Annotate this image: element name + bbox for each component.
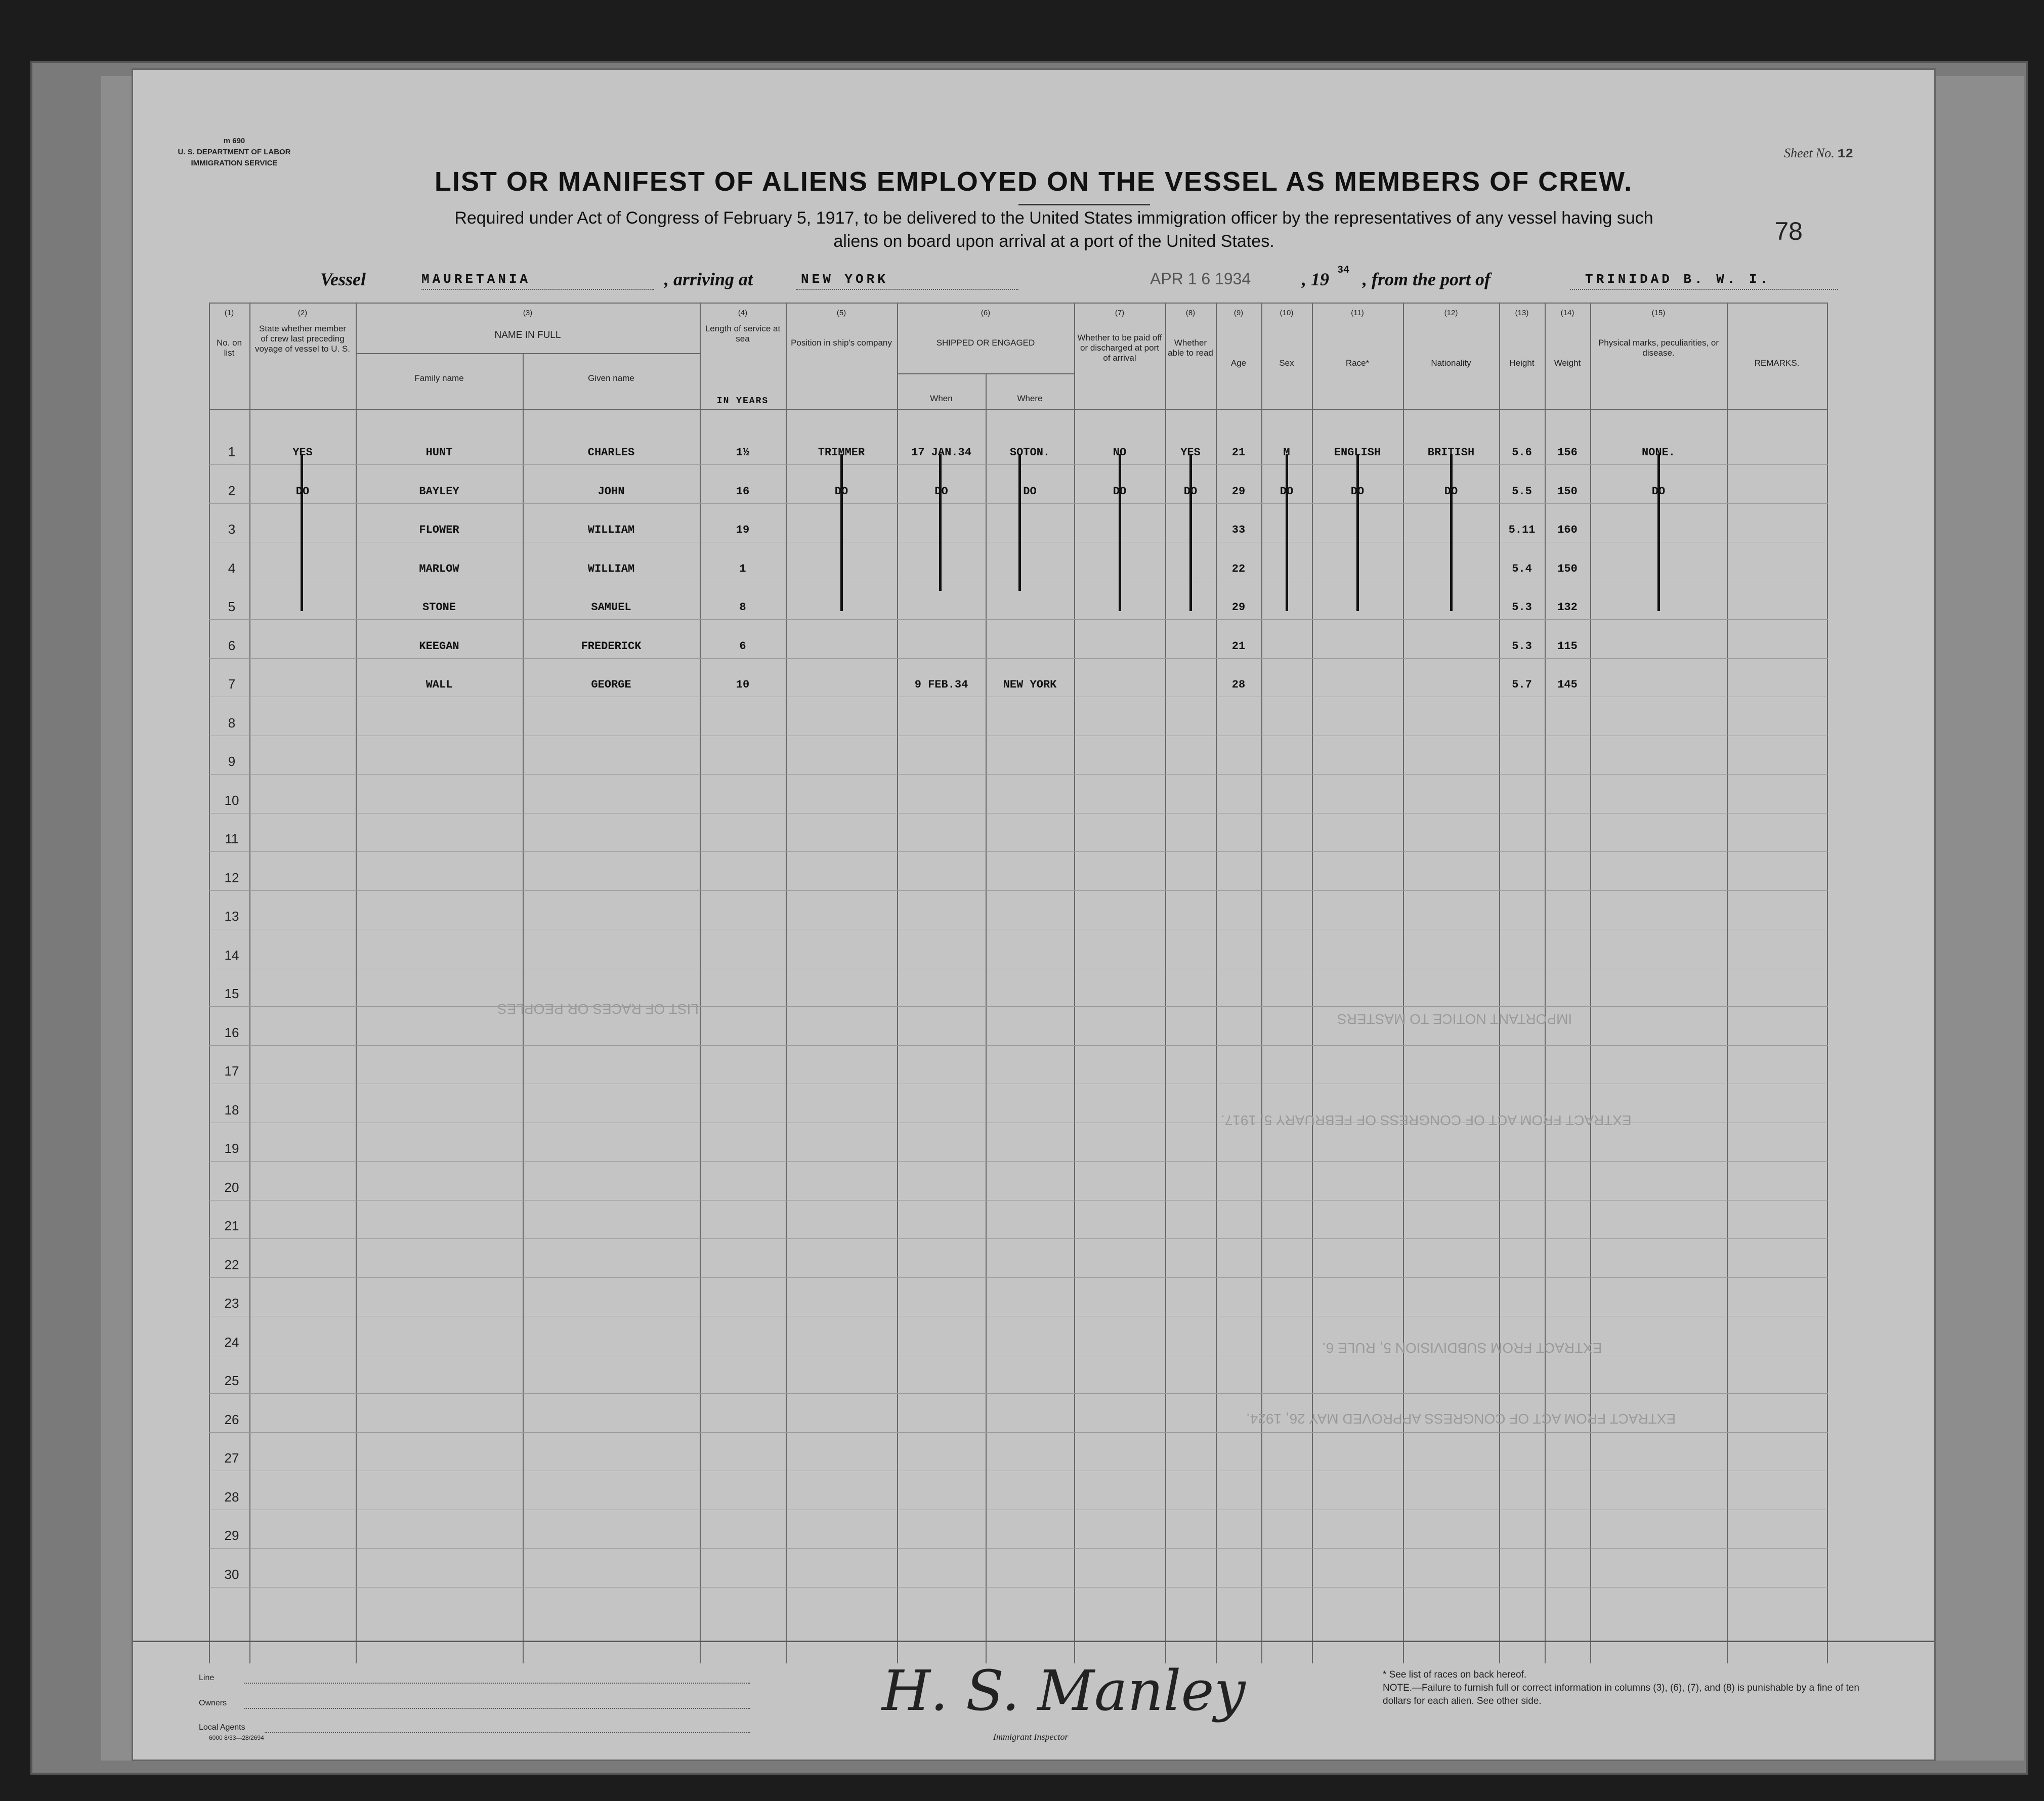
cell-service: 6	[739, 639, 746, 653]
service-name: IMMIGRATION SERVICE	[191, 159, 278, 167]
reference-number: 78	[1774, 217, 1803, 245]
header-weight: Weight	[1554, 358, 1581, 368]
cell-age: 21	[1231, 639, 1246, 653]
row-rule	[209, 1045, 1828, 1046]
row-number: 9	[228, 754, 236, 769]
cell-height: 5.11	[1508, 524, 1536, 536]
ditto-line	[301, 454, 303, 611]
col-rule	[1545, 303, 1546, 1663]
cell-height: 5.3	[1512, 601, 1532, 614]
in-years-label: IN YEARS	[716, 396, 769, 406]
cell-paid-off: NO	[1113, 446, 1127, 459]
header-state-whether: State whether member of crew last preceding voyage of vessel to U. S.	[254, 324, 351, 354]
col-rule	[1727, 303, 1728, 1663]
col-rule	[1165, 303, 1166, 1663]
row-number: 29	[224, 1528, 239, 1543]
cell-given: WILLIAM	[587, 562, 635, 575]
cell-when: 17 JAN.34	[911, 446, 971, 459]
form-number: m 690	[223, 137, 245, 145]
cell-race: ENGLISH	[1334, 446, 1381, 459]
header-age: Age	[1230, 358, 1247, 368]
name-subheader-rule	[356, 353, 700, 354]
header-whether-paid-off: Whether to be paid off or discharged at port of arrival	[1077, 333, 1162, 363]
vessel-name: MAURETANIA	[421, 272, 531, 287]
header-where: Where	[1017, 394, 1043, 403]
row-number: 7	[228, 676, 236, 692]
crew-table	[133, 303, 1934, 1709]
row-rule	[209, 1432, 1828, 1433]
subtitle-line-1: Required under Act of Congress of February 5, 1917, to be delivered to the United States immigration officer by the representatives of any vessel having such	[454, 208, 1653, 228]
col-num-6: (6)	[981, 309, 991, 317]
faded-extract-1917: EXTRACT FROM ACT OF CONGRESS OF FEBRUARY 5, 1917.	[1221, 1112, 1632, 1128]
cell-sex: M	[1283, 446, 1290, 459]
cell-where: NEW YORK	[1003, 678, 1057, 691]
row-number: 8	[228, 715, 236, 731]
row-rule	[209, 1277, 1828, 1278]
header-no-on-list: No. on list	[216, 338, 242, 358]
arriving-label: , arriving at	[664, 269, 753, 289]
col-num-9: (9)	[1233, 309, 1244, 317]
ditto-line	[1018, 454, 1021, 591]
col-num-1: (1)	[224, 309, 234, 317]
col-rule	[1403, 303, 1404, 1663]
col-rule	[1216, 303, 1217, 1663]
row-number: 21	[224, 1218, 239, 1233]
signature-caption: Immigrant Inspector	[993, 1732, 1069, 1742]
row-rule	[209, 1161, 1828, 1162]
races-note: * See list of races on back hereof.	[1383, 1669, 1527, 1680]
row-number: 5	[228, 599, 236, 614]
col-num-4: (4)	[738, 309, 748, 317]
cell-given: JOHN	[598, 485, 625, 498]
agents-dotted-rule	[265, 1732, 750, 1733]
manifest-sheet	[132, 68, 1936, 1761]
local-agents-label: Local Agents	[199, 1723, 245, 1732]
cell-family: FLOWER	[419, 524, 459, 536]
row-number: 27	[224, 1450, 239, 1466]
col-num-7: (7)	[1115, 309, 1125, 317]
row-rule	[209, 890, 1828, 891]
cell-height: 5.5	[1512, 485, 1532, 498]
row-number: 18	[224, 1102, 239, 1118]
col-num-12: (12)	[1444, 309, 1458, 317]
cell-given: SAMUEL	[591, 601, 631, 614]
header-physical-marks: Physical marks, peculiarities, or disease.	[1598, 338, 1719, 358]
cell-sex: DO	[1280, 485, 1294, 498]
sheet-label: Sheet No.	[1784, 146, 1835, 160]
subtitle-line-2: aliens on board upon arrival at a port of the United States.	[833, 232, 1274, 251]
col-rule	[1312, 303, 1313, 1663]
ditto-line	[1189, 454, 1192, 611]
col-num-10: (10)	[1280, 309, 1294, 317]
cell-given: GEORGE	[591, 678, 631, 691]
cell-age: 21	[1231, 446, 1246, 459]
col-num-15: (15)	[1651, 309, 1666, 317]
row-number: 14	[224, 947, 239, 963]
cell-when: 9 FEB.34	[914, 678, 968, 691]
vessel-line	[320, 265, 1838, 299]
cell-height: 5.4	[1512, 562, 1532, 575]
cell-service: 1	[739, 562, 746, 575]
header-family-name: Family name	[414, 373, 464, 383]
cell-height: 5.6	[1512, 446, 1532, 459]
table-top-rule	[209, 303, 1828, 304]
row-rule	[209, 1587, 1828, 1588]
title-rule	[1018, 204, 1150, 205]
header-bottom-rule	[209, 409, 1828, 410]
header-race: Race*	[1345, 358, 1370, 368]
col-num-2: (2)	[297, 309, 308, 317]
cell-when: DO	[934, 485, 948, 498]
row-number: 2	[228, 483, 236, 498]
cell-race: DO	[1350, 485, 1365, 498]
cell-prev-voyage: DO	[295, 485, 310, 498]
col-num-11: (11)	[1351, 309, 1364, 317]
footer-rule	[133, 1641, 1934, 1642]
cell-weight: 132	[1557, 601, 1578, 614]
print-code: 6000 8/33—28/2694	[209, 1734, 264, 1741]
line-label: Line	[199, 1674, 215, 1682]
col-rule	[1074, 303, 1075, 1663]
sheet-number	[1784, 146, 1853, 161]
row-number: 3	[228, 522, 236, 537]
from-port-label: , from the port of	[1362, 269, 1491, 289]
header-position: Position in ship's company	[791, 338, 892, 348]
header-name-in-full: NAME IN FULL	[494, 330, 561, 340]
ditto-line	[1119, 454, 1121, 611]
vessel-dotted-rule	[421, 289, 654, 290]
row-number: 19	[224, 1141, 239, 1156]
sheet-value: 12	[1837, 146, 1853, 161]
cell-family: KEEGAN	[419, 639, 459, 653]
footer-note	[1383, 1668, 1863, 1708]
shipped-subheader-rule	[897, 373, 1074, 374]
department-name: U. S. DEPARTMENT OF LABOR	[178, 148, 291, 156]
cell-weight: 160	[1557, 524, 1578, 536]
col-rule	[356, 303, 357, 1663]
cell-position: DO	[834, 485, 848, 498]
header-length-of-service: Length of service at sea	[705, 324, 781, 344]
from-port: TRINIDAD B. W. I.	[1585, 272, 1771, 287]
faded-important-notice: IMPORTANT NOTICE TO MASTERS	[1337, 1011, 1572, 1027]
row-number: 30	[224, 1566, 239, 1582]
cell-weight: 150	[1557, 562, 1578, 575]
cell-weight: 150	[1557, 485, 1578, 498]
cell-height: 5.7	[1512, 678, 1532, 691]
row-number: 23	[224, 1296, 239, 1311]
cell-weight: 156	[1557, 446, 1578, 459]
row-rule	[209, 851, 1828, 852]
col-rule	[986, 373, 987, 1663]
arriving-dotted-rule	[796, 289, 1018, 290]
port-dotted-rule	[1570, 289, 1838, 290]
row-number: 6	[228, 637, 236, 653]
col-num-13: (13)	[1515, 309, 1529, 317]
row-number: 26	[224, 1411, 239, 1427]
cell-height: 5.3	[1512, 639, 1532, 653]
cell-position: TRIMMER	[818, 446, 865, 459]
col-rule	[897, 303, 898, 1663]
ditto-line	[939, 454, 942, 591]
row-number: 17	[224, 1063, 239, 1079]
cell-weight: 115	[1557, 639, 1578, 653]
faded-extract-rule: EXTRACT FROM SUBDIVISION 5, RULE 6.	[1322, 1340, 1602, 1356]
year-suffix: 34	[1337, 265, 1350, 276]
col-rule	[209, 303, 210, 1663]
cell-nationality: DO	[1444, 485, 1458, 498]
cell-service: 16	[736, 485, 750, 498]
cell-given: WILLIAM	[587, 524, 635, 536]
row-rule	[209, 1548, 1828, 1549]
cell-given: CHARLES	[587, 446, 635, 459]
row-number: 25	[224, 1373, 239, 1388]
cell-where: SOTON.	[1009, 446, 1050, 459]
inspector-signature: H. S. Manley	[882, 1658, 1246, 1723]
row-number: 10	[224, 792, 239, 808]
col-num-14: (14)	[1560, 309, 1574, 317]
cell-marks: NONE.	[1641, 446, 1675, 459]
row-number: 20	[224, 1179, 239, 1195]
cell-family: HUNT	[425, 446, 453, 459]
row-number: 16	[224, 1024, 239, 1040]
header-shipped-or-engaged: SHIPPED OR ENGAGED	[936, 338, 1035, 348]
row-rule	[209, 1006, 1828, 1007]
col-num-5: (5)	[836, 309, 846, 317]
col-rule	[1499, 303, 1500, 1663]
cell-read: YES	[1180, 446, 1201, 459]
row-number: 24	[224, 1334, 239, 1350]
cell-prev-voyage: YES	[292, 446, 313, 459]
cell-nationality: BRITISH	[1427, 446, 1475, 459]
row-number: 12	[224, 870, 239, 885]
cell-paid-off: DO	[1113, 485, 1127, 498]
row-rule	[209, 1238, 1828, 1239]
header-given-name: Given name	[588, 373, 634, 383]
cell-family: STONE	[422, 601, 456, 614]
cell-age: 22	[1231, 562, 1246, 575]
cell-given: FREDERICK	[581, 639, 642, 653]
row-number: 13	[224, 909, 239, 924]
ditto-line	[1450, 454, 1453, 611]
cell-age: 29	[1231, 485, 1246, 498]
cell-service: 19	[736, 524, 750, 536]
page-title: LIST OR MANIFEST OF ALIENS EMPLOYED ON THE VESSEL AS MEMBERS OF CREW.	[434, 166, 1633, 197]
row-rule	[209, 1393, 1828, 1394]
cell-family: BAYLEY	[419, 485, 459, 498]
cell-service: 10	[736, 678, 750, 691]
cell-service: 1½	[736, 446, 750, 459]
date-stamp: APR 1 6 1934	[1150, 270, 1251, 288]
line-dotted-rule	[244, 1683, 750, 1684]
faded-extract-1924: EXTRACT FROM ACT OF CONGRESS APPROVED MAY 26, 1924.	[1246, 1411, 1676, 1427]
row-rule	[209, 658, 1828, 659]
col-rule	[700, 303, 701, 1663]
cell-age: 33	[1231, 524, 1246, 536]
vessel-label: Vessel	[320, 269, 366, 289]
cell-service: 8	[739, 601, 746, 614]
col-rule	[1261, 303, 1262, 1663]
cell-where: DO	[1023, 485, 1037, 498]
ditto-line	[1657, 454, 1660, 611]
cell-read: DO	[1183, 485, 1198, 498]
header-remarks: REMARKS.	[1754, 358, 1800, 368]
row-number: 4	[228, 560, 236, 576]
row-rule	[209, 774, 1828, 775]
col-num-8: (8)	[1185, 309, 1196, 317]
ditto-line	[1356, 454, 1359, 611]
col-rule	[1827, 303, 1828, 1663]
row-number: 28	[224, 1489, 239, 1505]
faded-list-of-races: LIST OF RACES OR PEOPLES	[497, 1001, 699, 1017]
cell-age: 28	[1231, 678, 1246, 691]
arriving-port: NEW YORK	[801, 272, 888, 287]
header-sex: Sex	[1279, 358, 1294, 368]
row-number: 1	[228, 444, 236, 459]
cell-family: WALL	[425, 678, 453, 691]
col-rule	[249, 303, 250, 1663]
owners-label: Owners	[199, 1699, 227, 1707]
row-number: 15	[224, 986, 239, 1001]
header-able-to-read: Whether able to read	[1168, 338, 1213, 358]
row-number: 22	[224, 1257, 239, 1272]
col-rule	[786, 303, 787, 1663]
col-num-3: (3)	[523, 309, 533, 317]
owners-dotted-rule	[244, 1708, 750, 1709]
ditto-line	[1286, 454, 1288, 611]
year-prefix: , 19	[1302, 269, 1329, 289]
row-number: 11	[225, 831, 239, 846]
cell-weight: 145	[1557, 678, 1578, 691]
ditto-line	[840, 454, 843, 611]
cell-age: 29	[1231, 601, 1246, 614]
header-height: Height	[1509, 358, 1535, 368]
department-header	[153, 136, 315, 169]
page-subtitle	[300, 206, 1808, 253]
cell-family: MARLOW	[419, 562, 459, 575]
col-rule	[1590, 303, 1591, 1663]
header-nationality: Nationality	[1431, 358, 1471, 368]
row-rule	[209, 619, 1828, 620]
header-when: When	[930, 394, 953, 403]
penalty-note: NOTE.—Failure to furnish full or correct information in columns (3), (6), (7), and (8) is punishable by a fine of ten dollars for each alien. See other side.	[1383, 1683, 1859, 1706]
cell-marks: DO	[1651, 485, 1666, 498]
